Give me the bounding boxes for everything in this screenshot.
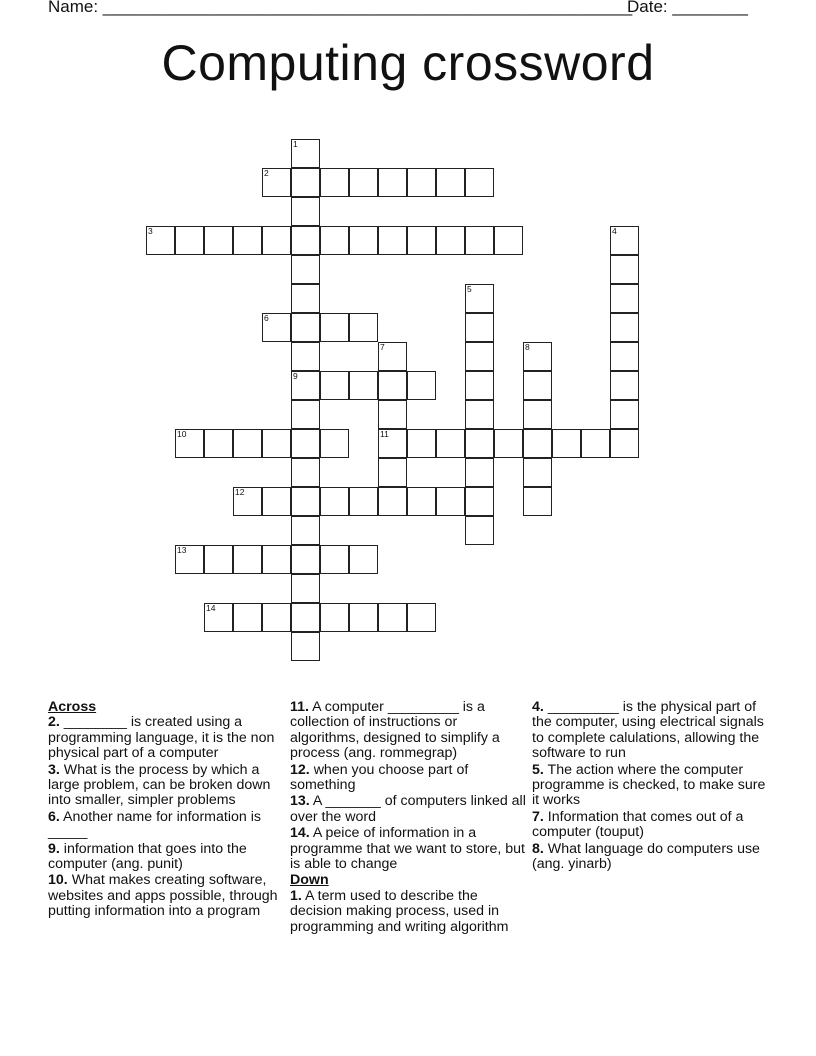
grid-cell[interactable] (233, 603, 262, 632)
clue-number-10: 10 (177, 429, 187, 439)
grid-cell[interactable] (262, 429, 291, 458)
grid-cell[interactable] (610, 371, 639, 400)
grid-cell[interactable] (262, 603, 291, 632)
grid-cell[interactable] (552, 429, 581, 458)
grid-cell[interactable] (262, 487, 291, 516)
grid-cell[interactable] (610, 284, 639, 313)
grid-cell[interactable] (349, 313, 378, 342)
grid-cell[interactable] (407, 487, 436, 516)
grid-cell[interactable] (349, 226, 378, 255)
grid-cell[interactable] (320, 545, 349, 574)
grid-cell[interactable] (291, 226, 320, 255)
grid-cell[interactable] (407, 429, 436, 458)
clue-number-8: 8 (525, 342, 530, 352)
page-title: Computing crossword (161, 35, 655, 91)
grid-cell[interactable] (378, 400, 407, 429)
grid-cell[interactable] (610, 255, 639, 284)
clue-down-5: 5. The action where the computer programme is checked, to make sure it works (532, 761, 766, 809)
across-heading: Across (48, 699, 97, 715)
grid-cell[interactable] (291, 313, 320, 342)
down-heading: Down (290, 872, 329, 889)
clue-number-4: 4 (612, 226, 617, 236)
grid-cell[interactable] (407, 371, 436, 400)
grid-cell[interactable] (378, 168, 407, 197)
grid-cell[interactable] (291, 342, 320, 371)
grid-cell[interactable] (465, 168, 494, 197)
grid-cell[interactable] (465, 458, 494, 487)
grid-cell[interactable] (465, 226, 494, 255)
grid-cell[interactable] (465, 342, 494, 371)
clue-across-11: 11. A computer _________ is a collection of instructions or algorithms, designed to simplify a process (ang. rommegrap) (290, 699, 500, 762)
grid-cell[interactable] (204, 545, 233, 574)
grid-cell[interactable] (378, 371, 407, 400)
grid-cell[interactable] (320, 226, 349, 255)
clue-column-3 (532, 700, 768, 873)
grid-cell[interactable] (378, 226, 407, 255)
grid-cell[interactable] (291, 168, 320, 197)
grid-cell[interactable] (436, 226, 465, 255)
clue-across-9: 9. information that goes into the computer (ang. punit) (48, 840, 247, 873)
grid-cell[interactable] (494, 429, 523, 458)
clue-across-12: 12. when you choose part of something (290, 761, 469, 794)
clue-number-5: 5 (467, 284, 472, 294)
clue-number-9: 9 (293, 371, 298, 381)
clue-down-8: 8. What language do computers use (ang. yinarb) (532, 840, 760, 873)
grid-cell[interactable] (175, 226, 204, 255)
clue-number-12: 12 (235, 487, 245, 497)
grid-cell[interactable] (610, 342, 639, 371)
grid-cell[interactable] (291, 458, 320, 487)
grid-cell[interactable] (204, 226, 233, 255)
clue-down-4: 4. _________ is the physical part of the computer, using electrical signals to complete calulations, allowing the software to run (532, 699, 764, 762)
grid-cell[interactable] (291, 487, 320, 516)
grid-cell[interactable] (523, 429, 552, 458)
clue-across-2: 2. ________ is created using a programming language, it is the non physical part of a computer (48, 714, 275, 762)
clue-number-2: 2 (264, 168, 269, 178)
grid-cell[interactable] (349, 371, 378, 400)
grid-cell[interactable] (349, 168, 378, 197)
grid-cell[interactable] (349, 545, 378, 574)
grid-cell[interactable] (465, 516, 494, 545)
grid-cell[interactable] (291, 429, 320, 458)
grid-cell[interactable] (378, 458, 407, 487)
grid-cell[interactable] (465, 429, 494, 458)
grid-cell[interactable] (465, 400, 494, 429)
grid-cell[interactable] (291, 603, 320, 632)
grid-cell[interactable] (291, 400, 320, 429)
grid-cell[interactable] (291, 545, 320, 574)
grid-cell[interactable] (291, 197, 320, 226)
grid-cell[interactable] (378, 487, 407, 516)
clue-across-3: 3. What is the process by which a large problem, can be broken down into smaller, simpler problems (48, 761, 271, 809)
grid-cell[interactable] (465, 371, 494, 400)
date-field: Date: ________ (627, 0, 748, 16)
grid-cell[interactable] (378, 603, 407, 632)
grid-cell[interactable] (523, 458, 552, 487)
grid-cell[interactable] (291, 284, 320, 313)
clue-column-2 (290, 700, 526, 936)
grid-cell[interactable] (610, 429, 639, 458)
grid-cell[interactable] (233, 226, 262, 255)
clue-across-10: 10. What makes creating software, websites and apps possible, through putting information into a program (48, 872, 278, 920)
grid-cell[interactable] (349, 487, 378, 516)
name-field: Name: ________________________________________________________ (48, 0, 633, 16)
grid-cell[interactable] (349, 603, 378, 632)
grid-cell[interactable] (233, 429, 262, 458)
clue-number-11: 11 (380, 429, 389, 439)
clue-number-3: 3 (148, 226, 153, 236)
grid-cell[interactable] (436, 168, 465, 197)
grid-cell[interactable] (204, 429, 233, 458)
clue-down-7: 7. Information that comes out of a computer (touput) (532, 808, 744, 841)
grid-cell[interactable] (407, 603, 436, 632)
grid-cell[interactable] (523, 487, 552, 516)
grid-cell[interactable] (610, 400, 639, 429)
clue-number-1: 1 (293, 139, 298, 149)
grid-cell[interactable] (320, 168, 349, 197)
grid-cell[interactable] (320, 371, 349, 400)
grid-cell[interactable] (291, 255, 320, 284)
grid-cell[interactable] (523, 371, 552, 400)
grid-cell[interactable] (262, 545, 291, 574)
grid-cell[interactable] (320, 487, 349, 516)
clue-number-13: 13 (177, 545, 187, 555)
clue-number-6: 6 (264, 313, 269, 323)
grid-cell[interactable] (436, 429, 465, 458)
clue-down-1: 1. A term used to describe the decision making process, used in programming and writing algorithm (290, 887, 509, 935)
grid-cell[interactable] (436, 487, 465, 516)
grid-cell[interactable] (407, 168, 436, 197)
grid-cell[interactable] (291, 632, 320, 661)
grid-cell[interactable] (291, 574, 320, 603)
grid-cell[interactable] (320, 429, 349, 458)
grid-cell[interactable] (494, 226, 523, 255)
clue-across-6: 6. Another name for information is _____ (48, 808, 261, 841)
grid-cell[interactable] (610, 313, 639, 342)
grid-cell[interactable] (291, 516, 320, 545)
clue-across-13: 13. A _______ of computers linked all over the word (290, 793, 526, 825)
clue-number-14: 14 (206, 603, 216, 613)
grid-cell[interactable] (262, 226, 291, 255)
grid-cell[interactable] (320, 313, 349, 342)
grid-cell[interactable] (465, 487, 494, 516)
grid-cell[interactable] (465, 313, 494, 342)
grid-cell[interactable] (320, 603, 349, 632)
clue-across-14: 14. A peice of information in a programme that we want to store, but is able to change (290, 825, 525, 873)
grid-cell[interactable] (523, 400, 552, 429)
clue-number-7: 7 (380, 342, 385, 352)
grid-cell[interactable] (233, 545, 262, 574)
grid-cell[interactable] (581, 429, 610, 458)
grid-cell[interactable] (407, 226, 436, 255)
clue-column-1 (48, 700, 284, 921)
